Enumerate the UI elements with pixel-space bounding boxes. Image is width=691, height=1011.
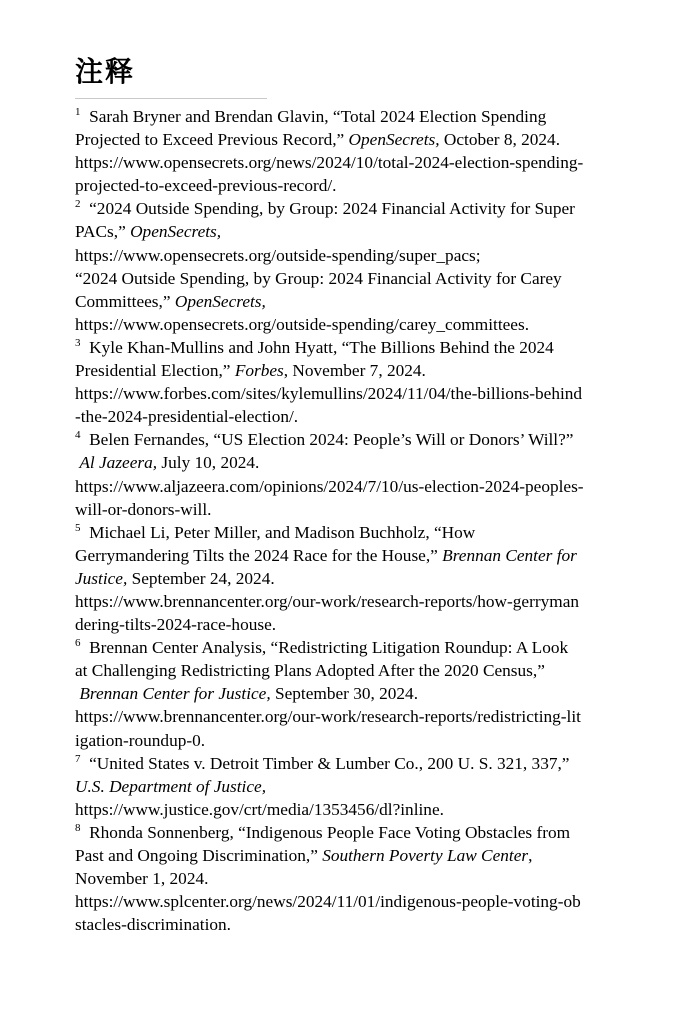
citation-text: Belen Fernandes, “US Election 2024: People’s Will or Donors’ Will?”	[89, 430, 574, 450]
note-line	[75, 752, 675, 775]
citation-text: OpenSecrets,	[130, 222, 222, 242]
citation-text: igation-roundup-0.	[75, 730, 206, 750]
note	[75, 752, 675, 821]
note-line	[75, 428, 675, 451]
note-line	[75, 521, 675, 544]
note-line	[75, 313, 675, 336]
note	[75, 105, 675, 197]
citation-text: Projected to Exceed Previous Record,”	[75, 130, 349, 150]
citation-url: https://www.brennancenter.org/our-work/research-reports/how-gerryman	[75, 591, 579, 611]
citation-text: OpenSecrets,	[174, 291, 266, 311]
footnote-number: 8	[75, 822, 81, 835]
note-line	[75, 405, 675, 428]
footnote-number: 5	[75, 521, 81, 534]
note-line	[75, 705, 675, 728]
citation-text: PACs,”	[75, 222, 131, 242]
citation-text: stacles-discrimination.	[75, 915, 231, 935]
note-line	[75, 775, 675, 798]
note-line	[75, 290, 675, 313]
note	[75, 197, 675, 336]
note-line	[75, 890, 675, 913]
note-line	[75, 729, 675, 752]
citation-text: September 30, 2024.	[270, 684, 419, 704]
page-title: 注释	[75, 57, 136, 88]
footnote-number: 3	[75, 337, 81, 350]
notes-list	[75, 105, 675, 936]
footnote-number: 2	[75, 198, 81, 211]
citation-text: -the-2024-presidential-election/.	[75, 407, 299, 427]
citation-text: Brennan Center for	[442, 545, 577, 565]
footnote-number: 4	[75, 429, 81, 442]
citation-text: November 1, 2024.	[75, 869, 209, 889]
note	[75, 428, 675, 520]
citation-text: U.S. Department of Justice,	[75, 776, 267, 796]
note-line	[75, 798, 675, 821]
note-line	[75, 220, 675, 243]
citation-text: Gerrymandering Tilts the 2024 Race for the House,”	[75, 545, 443, 565]
note-line	[75, 613, 675, 636]
citation-text: “2024 Outside Spending, by Group: 2024 Financial Activity for Super	[89, 199, 575, 219]
note	[75, 636, 675, 751]
note-line	[75, 359, 675, 382]
citation-text: “2024 Outside Spending, by Group: 2024 Financial Activity for Carey	[75, 268, 562, 288]
footnote-number: 7	[75, 752, 81, 765]
note	[75, 336, 675, 428]
citation-text: dering-tilts-2024-race-house.	[75, 615, 277, 635]
citation-text: October 8, 2024.	[439, 130, 561, 150]
citation-url: https://www.opensecrets.org/outside-spending/carey_committees.	[75, 314, 530, 334]
note-line	[75, 105, 675, 128]
citation-text: Al Jazeera,	[79, 453, 158, 473]
note-line	[75, 498, 675, 521]
citation-text: Rhonda Sonnenberg, “Indigenous People Face Voting Obstacles from	[89, 822, 571, 842]
citation-url: https://www.justice.gov/crt/media/1353456/dl?inline.	[75, 799, 444, 819]
citation-text: Justice,	[75, 568, 128, 588]
citation-url: https://www.forbes.com/sites/kylemullins/2024/11/04/the-billions-behind	[75, 384, 583, 404]
citation-text: Brennan Center Analysis, “Redistricting Litigation Roundup: A Look	[89, 638, 569, 658]
note-line	[75, 128, 675, 151]
note-line	[75, 475, 675, 498]
citation-text: Presidential Election,”	[75, 361, 235, 381]
citation-text: Committees,”	[75, 291, 175, 311]
citation-text: September 24, 2024.	[127, 568, 275, 588]
citation-url: https://www.splcenter.org/news/2024/11/01/indigenous-people-voting-ob	[75, 892, 581, 912]
note-line	[75, 267, 675, 290]
note-line	[75, 336, 675, 359]
note	[75, 821, 675, 936]
note-line	[75, 682, 675, 705]
citation-text: ,	[528, 846, 533, 865]
note-line	[75, 821, 675, 844]
footnote-number: 1	[75, 106, 81, 119]
note-line	[75, 590, 675, 613]
citation-url: https://www.aljazeera.com/opinions/2024/7/10/us-election-2024-peoples-	[75, 476, 584, 496]
citation-url: https://www.opensecrets.org/news/2024/10/total-2024-election-spending-	[75, 153, 584, 173]
note-line	[75, 567, 675, 590]
note-line	[75, 197, 675, 220]
note-line	[75, 867, 675, 890]
note-line	[75, 844, 675, 867]
note-line	[75, 174, 675, 197]
citation-text: Brennan Center for Justice,	[79, 684, 271, 704]
citation-text: Michael Li, Peter Miller, and Madison Buchholz, “How	[89, 522, 476, 542]
note-line	[75, 659, 675, 682]
citation-text: will-or-donors-will.	[75, 499, 212, 519]
citation-text: OpenSecrets,	[348, 130, 440, 150]
citation-text: Southern Poverty Law Center	[322, 846, 529, 865]
citation-text: Forbes	[234, 361, 284, 381]
citation-text: projected-to-exceed-previous-record/.	[75, 176, 337, 196]
citation-text: July 10, 2024.	[157, 453, 260, 473]
note-line	[75, 544, 675, 567]
citation-text: Sarah Bryner and Brendan Glavin, “Total 2024 Election Spending	[89, 107, 547, 126]
citation-text: Past and Ongoing Discrimination,”	[75, 846, 323, 865]
note	[75, 521, 675, 636]
citation-text: “United States v. Detroit Timber & Lumber Co., 200 U. S. 321, 337,”	[89, 753, 570, 773]
citation-text: at Challenging Redistricting Plans Adopted After the 2020 Census,”	[75, 661, 545, 681]
note-line	[75, 151, 675, 174]
citation-text: , November 7, 2024.	[283, 361, 426, 381]
citation-text: Kyle Khan-Mullins and John Hyatt, “The Billions Behind the 2024	[89, 337, 554, 357]
note-line	[75, 913, 675, 936]
citation-url: https://www.brennancenter.org/our-work/research-reports/redistricting-lit	[75, 707, 581, 727]
title-underline	[75, 98, 267, 99]
note-line	[75, 451, 675, 474]
note-line	[75, 382, 675, 405]
footnote-number: 6	[75, 637, 81, 650]
note-line	[75, 636, 675, 659]
citation-url: https://www.opensecrets.org/outside-spending/super_pacs;	[75, 245, 481, 265]
note-line	[75, 244, 675, 267]
